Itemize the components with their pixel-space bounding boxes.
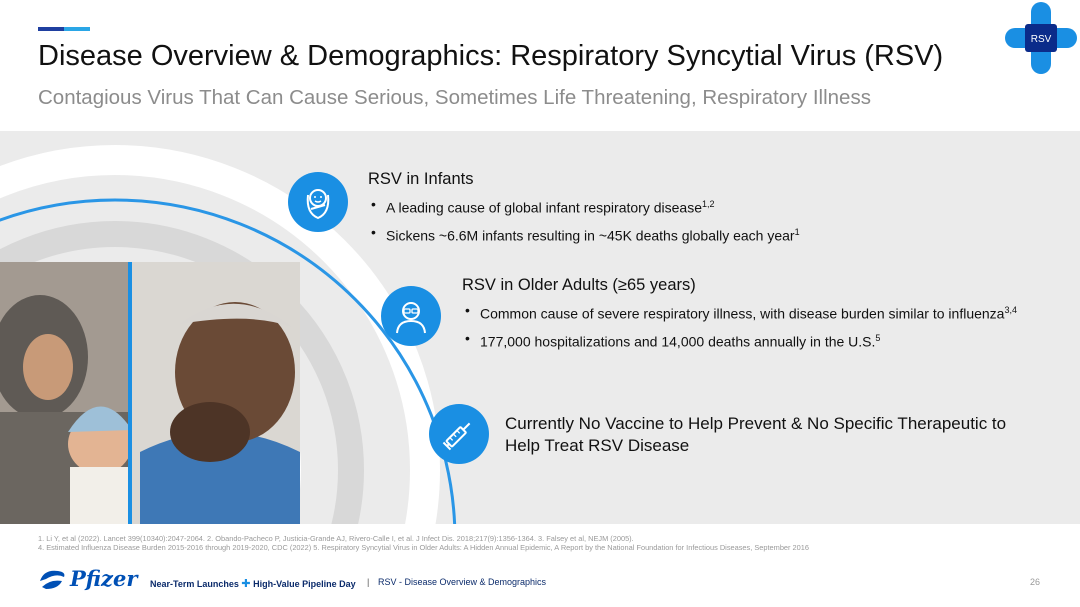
footer-separator: | — [367, 577, 370, 587]
page-subtitle: Contagious Virus That Can Cause Serious, Sometimes Life Threatening, Respiratory Illness — [38, 86, 871, 109]
section-infants — [368, 170, 968, 250]
event-name: Near-Term Launches ✚ High-Value Pipeline Day — [150, 578, 356, 590]
bullet-list — [368, 195, 968, 244]
photo-divider — [128, 262, 132, 524]
section-older-adults — [462, 276, 1022, 356]
section-heading: RSV in Older Adults (≥65 years) — [462, 276, 696, 294]
page-number: 26 — [1030, 577, 1041, 587]
page-title: Disease Overview & Demographics: Respiratory Syncytial Virus (RSV) — [38, 40, 944, 72]
man-hand — [170, 402, 250, 462]
footer-section-title: RSV - Disease Overview & Demographics — [378, 577, 547, 587]
section-heading: RSV in Infants — [368, 170, 474, 188]
photo-illustration — [0, 262, 300, 524]
pfizer-wordmark: Pfizer — [70, 566, 138, 591]
syringe-glyph — [440, 415, 478, 453]
bullet-item: • Common cause of severe respiratory illness, with disease burden similar to influenza$^{3,4}$ — [462, 301, 1022, 323]
badge-label: RSV — [1030, 34, 1052, 45]
bullet-item: • A leading cause of global infant respiratory disease$^{1,2}$ — [368, 195, 968, 217]
pfizer-logo — [38, 566, 137, 591]
footnote-line: 4. Estimated Influenza Disease Burden 2015-2016 through 2019-2020, CDC (2022) 5. Respiratory Syncytial Virus in Older Adults: A Hidden Annual Epidemic, A Report by the National Foundation for Infectious Diseases, September 2016 — [38, 543, 809, 552]
older-adult-icon — [381, 286, 441, 346]
callout-text: Currently No Vaccine to Help Prevent & No Specific Therapeutic to Help Treat RSV Disease — [505, 414, 1007, 455]
footer — [38, 566, 1068, 596]
footnote-line: 1. Li Y, et al (2022). Lancet 399(10340):2047-2064. 2. Obando-Pacheco P, Justicia-Grande AJ, Rivero-Calle I, et al. J Infect Dis. 2018;217(9):1356-1364. 3. Falsey et al, NEJM (2005). — [38, 534, 634, 543]
bullet-list — [462, 301, 1022, 350]
footnotes — [38, 534, 809, 552]
pfizer-mark-icon — [38, 567, 68, 591]
syringe-icon — [429, 404, 489, 464]
section-callout — [505, 413, 1045, 457]
plus-icon: ✚ — [241, 578, 251, 590]
infant-blanket — [70, 467, 130, 524]
infant-icon — [288, 172, 348, 232]
bullet-item: • 177,000 hospitalizations and 14,000 deaths annually in the U.S.$^5$ — [462, 329, 1022, 351]
infant-glyph — [299, 183, 337, 221]
bullet-item: • Sickens ~6.6M infants resulting in ~45K deaths globally each year$^1$ — [368, 223, 968, 245]
patient-photo — [0, 262, 300, 524]
mother-face — [23, 334, 73, 400]
older-adult-glyph — [392, 297, 430, 335]
